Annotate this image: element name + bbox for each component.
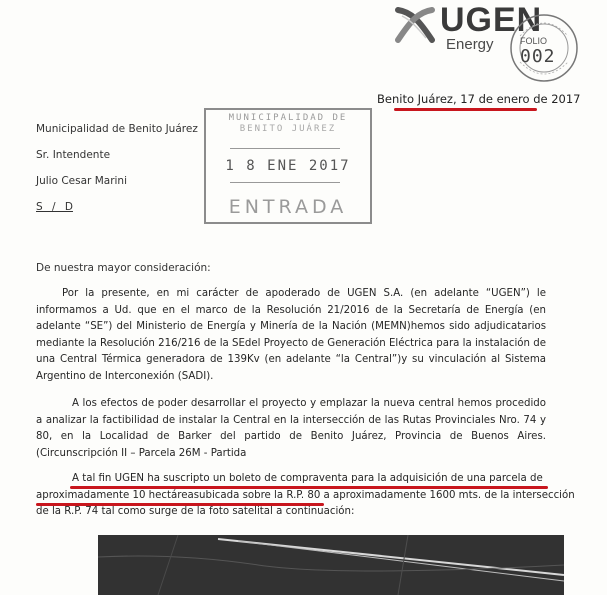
satellite-photo [98,535,564,595]
p3-highlight-underline-2 [36,503,324,506]
stamp-line-1: MUNICIPALIDAD DE [228,113,348,123]
p3-highlight-underline-1 [70,486,548,489]
paragraph-3-underlined-part: aproximadamente 10 hectáreasubicada sobre la R.P. 80 a [36,490,330,501]
paragraph-2: A los efectos de poder desarrollar el proyecto y emplazar la nueva central hemos procedido a analizar la factibilidad de instalar la Central en la intersección de las Rutas Provinciales Nro. 74 y 80, en la Localidad de Barker del partido de Benito Juárez, Provincia de Buenos Aires. (Circunscripción II – Parcela 26M - Partida [36,398,546,459]
recipient-line-4: S / D [36,201,73,213]
date-highlight-underline [394,108,537,111]
stamp-date: 1 8 ENE 2017 [225,158,351,174]
ugen-logo-mark-icon [392,6,438,44]
seal-folio-label: FOLIO [520,36,548,46]
paragraph-3-rest: aproximadamente 1600 mts. de la intersección [329,490,575,501]
recipient-line-2: Sr. Intendente [36,149,111,161]
stamp-entrada-label: ENTRADA [228,196,348,218]
letter-date: Benito Juárez, 17 de enero de 2017 [377,92,581,106]
recipient-line-3: Julio Cesar Marini [36,175,127,187]
stamp-rule-top [230,148,340,149]
logo-subtitle: Energy [446,36,494,53]
paragraph-3-line-1: A tal fin UGEN ha suscripto un boleto de compraventa para la adquisición de una parcela de [72,473,543,484]
paragraph-3-line-3: de la R.P. 74 tal como surge de la foto satelital a continuación: [36,506,355,517]
stamp-rule-bottom [230,182,340,183]
logo-wordmark: UGEN [440,1,543,39]
seal-folio-number: 002 [520,46,556,67]
paragraph-1: Por la presente, en mi carácter de apoderado de UGEN S.A. (en adelante “UGEN”) le informamos a Ud. que en el marco de la Resolución 21/2016 de la Secretaría de Energía (en adelante “SE”) del Ministerio de Energía y Minería de la Nación (MEMN)hemos sido adjudicatarios mediante la Resolución 216/216 de la SEdel Proyecto de Generación Eléctrica para la instalación de una Central Térmica generadora de 139Kv (en adelante “la Central”)y su vinculación al Sistema Argentino de Interconexión (SADI). [36,288,546,382]
salutation: De nuestra mayor consideración: [36,262,211,274]
recipient-line-1: Municipalidad de Benito Juárez [36,123,198,135]
stamp-line-2: BENITO JUÁREZ [239,124,337,134]
